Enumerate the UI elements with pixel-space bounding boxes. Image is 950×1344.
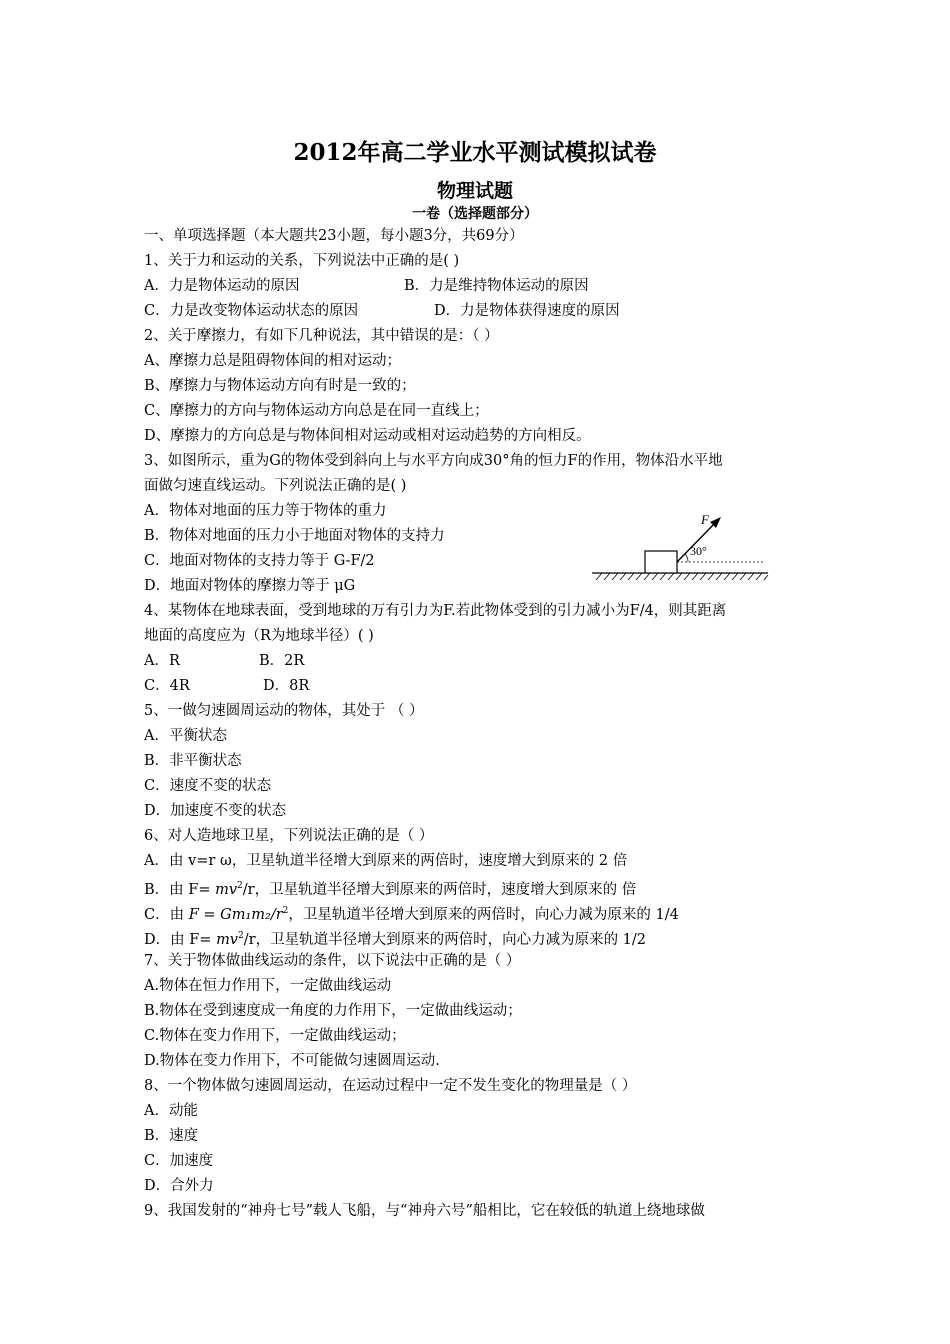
q8-stem: 8、一个物体做匀速圆周运动，在运动过程中一定不发生变化的物理量是（ ） <box>144 1078 637 1094</box>
q6-option-b <box>144 876 636 900</box>
q6-b-prefix: B．由 F= <box>144 881 216 898</box>
q3-stem-line1: 3、如图所示，重为G的物体受到斜向上与水平方向成30°角的恒力F的作用，物体沿水平地 <box>144 453 723 469</box>
q5-stem: 5、一做匀速圆周运动的物体，其处于 （ ） <box>144 703 424 719</box>
q3-force-diagram <box>588 508 773 583</box>
q6-c-prefix: C．由 <box>144 906 189 923</box>
section-label: 一卷（选择题部分） <box>412 206 538 222</box>
q6-option-d <box>144 926 646 950</box>
q3-option-b: B．物体对地面的压力小于地面对物体的支持力 <box>144 528 445 544</box>
angle-arc <box>685 554 688 562</box>
q7-option-b: B.物体在受到速度成一角度的力作用下，一定做曲线运动； <box>144 1003 522 1019</box>
q5-option-a: A．平衡状态 <box>144 728 227 744</box>
q6-c-formula: F = Gm₁m₂/r <box>188 906 283 923</box>
instructions: 一、单项选择题（本大题共23小题，每小题3分，共69分） <box>144 228 524 244</box>
q4-option-d: D．8R <box>263 678 310 694</box>
q6-c-exponent: 2 <box>282 906 289 916</box>
q4-stem-line2: 地面的高度应为（R为地球半径）( ) <box>144 628 374 644</box>
q8-option-c: C．加速度 <box>144 1153 214 1169</box>
q6-d-formula: mv <box>216 931 239 948</box>
q7-option-a: A.物体在恒力作用下，一定做曲线运动 <box>144 978 392 994</box>
q3-option-c: C．地面对物体的支持力等于 G-F/2 <box>144 553 375 569</box>
block <box>645 551 677 573</box>
q6-b-formula: mv <box>215 881 238 898</box>
q5-option-c: C．速度不变的状态 <box>144 778 272 794</box>
q6-b-text: /r，卫星轨道半径增大到原来的两倍时，速度增大到原来的 倍 <box>242 881 637 898</box>
q4-option-a: A．R <box>144 653 180 669</box>
q1-option-a: A．力是物体运动的原因 <box>144 278 300 294</box>
q6-c-text: ，卫星轨道半径增大到原来的两倍时，向心力减为原来的 1/4 <box>288 906 679 923</box>
q7-stem: 7、关于物体做曲线运动的条件，以下说法中正确的是（ ） <box>144 953 521 969</box>
q6-d-prefix: D．由 F= <box>144 931 217 948</box>
q1-option-d: D．力是物体获得速度的原因 <box>434 303 620 319</box>
q6-option-c <box>144 901 679 925</box>
q6-stem: 6、对人造地球卫星，下列说法正确的是（ ） <box>144 828 434 844</box>
q7-option-c: C.物体在变力作用下，一定做曲线运动； <box>144 1028 406 1044</box>
angle-label: 30° <box>690 544 707 558</box>
q8-option-d: D．合外力 <box>144 1178 214 1194</box>
q5-option-b: B．非平衡状态 <box>144 753 242 769</box>
q4-stem-line1: 4、某物体在地球表面，受到地球的万有引力为F.若此物体受到的引力减小为F/4，则其距离 <box>144 603 727 619</box>
q2-option-d: D、摩擦力的方向总是与物体间相对运动或相对运动趋势的方向相反。 <box>144 428 591 444</box>
q1-stem: 1、关于力和运动的关系，下列说法中正确的是( ) <box>144 253 460 269</box>
q3-option-d: D．地面对物体的摩擦力等于 μG <box>144 578 356 594</box>
q2-option-b: B、摩擦力与物体运动方向有时是一致的； <box>144 378 416 394</box>
ground-hatching <box>596 573 768 580</box>
q4-option-b: B．2R <box>259 653 305 669</box>
q1-option-b: B．力是维持物体运动的原因 <box>404 278 589 294</box>
q6-b-exponent: 2 <box>237 881 243 891</box>
q3-option-a: A．物体对地面的压力等于物体的重力 <box>144 503 387 519</box>
exam-subtitle: 物理试题 <box>436 180 513 202</box>
q8-option-a: A．动能 <box>144 1103 198 1119</box>
q2-option-a: A、摩擦力总是阻碍物体间的相对运动； <box>144 353 401 369</box>
q5-option-d: D．加速度不变的状态 <box>144 803 287 819</box>
force-label: F <box>701 512 709 527</box>
exam-title: 2012年高二学业水平测试模拟试卷 <box>293 139 657 166</box>
q8-option-b: B．速度 <box>144 1128 199 1144</box>
q6-d-exponent: 2 <box>238 931 244 941</box>
q4-option-c: C．4R <box>144 678 190 694</box>
q3-stem-line2: 面做匀速直线运动。下列说法正确的是( ) <box>144 478 407 494</box>
q6-option-a: A．由 v=r ω，卫星轨道半径增大到原来的两倍时，速度增大到原来的 2 倍 <box>144 853 628 869</box>
q2-stem: 2、关于摩擦力，有如下几种说法，其中错误的是：（ ） <box>144 328 499 344</box>
q2-option-c: C、摩擦力的方向与物体运动方向总是在同一直线上； <box>144 403 489 419</box>
q7-option-d: D.物体在变力作用下，不可能做匀速圆周运动. <box>144 1053 440 1069</box>
q9-stem: 9、我国发射的“神舟七号”载人飞船，与“神舟六号”船相比，它在较低的轨道上绕地球做 <box>144 1203 705 1219</box>
q6-d-text: /r，卫星轨道半径增大到原来的两倍时，向心力减为原来的 1/2 <box>243 931 647 948</box>
q1-option-c: C．力是改变物体运动状态的原因 <box>144 303 359 319</box>
